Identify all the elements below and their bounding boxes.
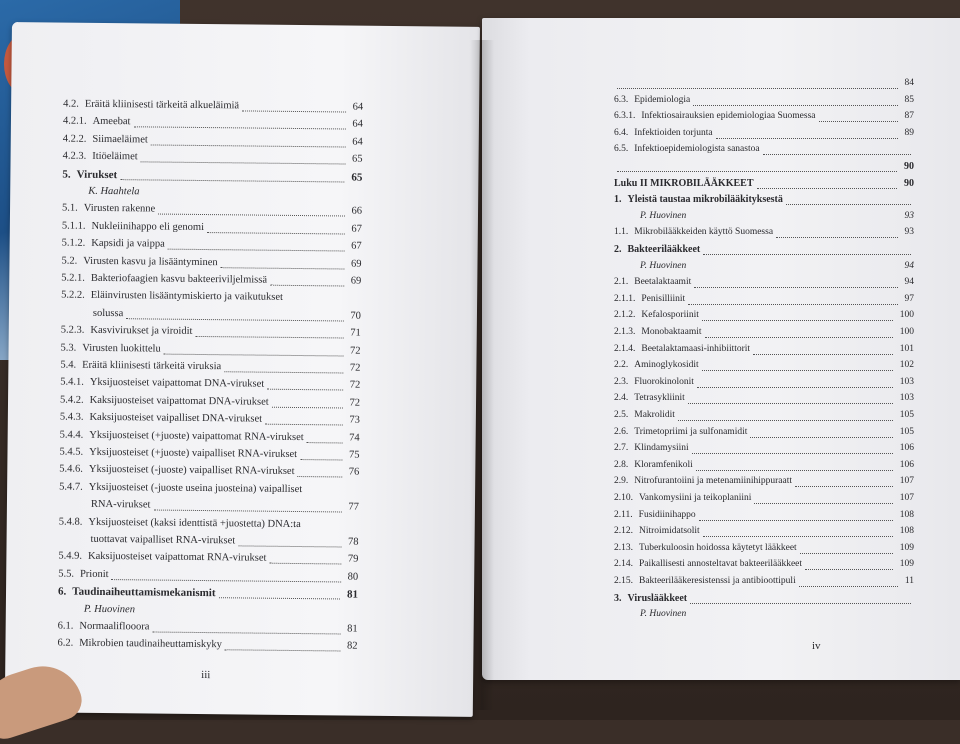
toc-entry	[58, 586, 358, 603]
toc-number: 2.1.2.	[614, 310, 636, 321]
toc-leader-dots	[153, 509, 341, 513]
toc-leader-dots	[799, 585, 898, 587]
toc-entry	[62, 238, 362, 255]
toc-number: 5.2.	[61, 255, 78, 267]
toc-leader-dots	[795, 485, 893, 487]
toc-leader-dots	[168, 248, 344, 252]
toc-leader-dots	[617, 87, 898, 89]
toc-number: 5.3.	[60, 342, 77, 354]
toc-leader-dots	[269, 562, 340, 565]
toc-title: Kaksijuosteiset vaipattomat RNA-virukset	[87, 551, 267, 565]
toc-leader-dots	[265, 423, 342, 426]
toc-page-number: 100	[899, 310, 914, 321]
toc-title: Yksijuosteiset (+juoste) vaipalliset RNA-virukset	[89, 446, 298, 461]
toc-number: 5.5.	[58, 568, 75, 580]
toc-title: Fluorokinolonit	[634, 376, 694, 387]
toc-number: 2.1.4.	[614, 343, 636, 354]
toc-title: Nukleiinihappo eli genomi	[91, 220, 205, 233]
toc-leader-dots	[703, 253, 911, 255]
toc-entry	[614, 576, 914, 590]
toc-leader-dots	[697, 386, 893, 388]
toc-page-number: 64	[352, 136, 363, 148]
toc-title: Eläinvirusten lisääntymiskierto ja vaikutukset	[90, 290, 283, 304]
toc-leader-dots	[151, 143, 345, 147]
toc-title: Yksijuosteiset vaipattomat DNA-virukset	[89, 377, 265, 391]
toc-page-number: 65	[351, 171, 363, 184]
toc-author	[640, 609, 914, 623]
toc-leader-dots	[754, 502, 892, 504]
toc-number: 2.2.	[614, 360, 629, 371]
toc-page-number: 100	[899, 327, 914, 337]
toc-title: Infektioiden torjunta	[634, 127, 713, 138]
toc-page-number: 103	[899, 376, 914, 387]
toc-entry	[614, 178, 914, 192]
toc-title: Luku II MIKROBILÄÄKKEET	[614, 177, 754, 189]
toc-leader-dots	[702, 319, 893, 321]
right-page	[482, 18, 960, 680]
toc-leader-dots	[207, 231, 344, 234]
toc-number: 5.1.	[61, 202, 78, 215]
toc-number: 2.1.3.	[614, 327, 636, 337]
toc-page-number: 102	[899, 360, 914, 371]
toc-entry	[63, 133, 363, 150]
toc-number: 2.3.	[614, 376, 629, 387]
toc-entry	[90, 534, 358, 551]
toc-page-number: 109	[899, 542, 914, 553]
toc-number: 2.5.	[614, 410, 629, 420]
toc-leader-dots	[750, 436, 892, 438]
toc-entry	[61, 325, 361, 342]
toc-page-number: 72	[349, 397, 361, 409]
toc-leader-dots	[112, 578, 341, 582]
toc-entry	[59, 516, 359, 533]
toc-number: 5.4.6.	[59, 463, 83, 476]
toc-page-number: 101	[899, 343, 914, 354]
toc-number: 2.8.	[614, 459, 629, 470]
toc-number: 5.2.3.	[60, 324, 85, 336]
toc-number: 5.4.5.	[59, 446, 84, 458]
toc-number: 5.4.	[60, 359, 77, 371]
toc-entry	[614, 460, 914, 474]
toc-leader-dots	[753, 353, 893, 355]
toc-leader-dots	[703, 535, 893, 537]
toc-title: Yksijuosteiset (-juoste useina juosteina) vaipalliset	[88, 481, 303, 495]
toc-title: Trimetopriimi ja sulfonamidit	[634, 426, 748, 437]
toc-leader-dots	[819, 120, 898, 122]
toc-number: 2.4.	[614, 393, 629, 404]
toc-leader-dots	[120, 178, 344, 182]
toc-number: 5.2.1.	[61, 272, 86, 284]
toc-entry	[614, 443, 914, 457]
toc-leader-dots	[221, 266, 344, 269]
toc-title: Kaksijuosteiset vaipalliset DNA-virukset	[89, 412, 263, 425]
toc-number: 6.4.	[614, 127, 629, 138]
toc-entry	[614, 559, 914, 573]
toc-title: Bakteerilääkkeet	[627, 244, 701, 255]
toc-title: Ameebat	[92, 116, 131, 128]
toc-page-number: 108	[899, 509, 914, 520]
toc-number: 5.4.4.	[59, 429, 84, 441]
right-page-number: iv	[812, 640, 821, 652]
toc-number: 2.1.1.	[614, 293, 636, 304]
toc-leader-dots	[692, 452, 893, 454]
toc-leader-dots	[158, 213, 344, 217]
toc-entry	[93, 308, 361, 325]
toc-entry	[614, 493, 914, 507]
toc-entry	[91, 499, 359, 516]
toc-title: Virusten rakenne	[83, 203, 156, 215]
toc-leader-dots	[272, 406, 343, 409]
toc-entry	[614, 310, 914, 324]
toc-entry	[614, 144, 914, 158]
toc-page-number: 74	[349, 432, 360, 444]
toc-title: Vankomysiini ja teikoplaniini	[639, 493, 752, 503]
toc-entry	[614, 344, 914, 358]
toc-title: Infektiosairauksien epidemiologiaa Suomessa	[641, 111, 816, 122]
toc-title: tuottavat vaipalliset RNA-virukset	[90, 533, 236, 547]
toc-leader-dots	[786, 203, 911, 205]
toc-entry	[614, 244, 914, 258]
toc-number: 2.9.	[614, 476, 629, 487]
toc-leader-dots	[297, 475, 341, 477]
toc-leader-dots	[805, 568, 893, 570]
toc-leader-dots	[195, 335, 343, 339]
toc-entry	[614, 593, 914, 607]
toc-page-number: 108	[899, 526, 914, 537]
toc-entry	[61, 273, 361, 290]
toc-page-number: 72	[349, 379, 361, 392]
toc-leader-dots	[776, 236, 897, 238]
toc-page-number: 84	[904, 78, 914, 88]
toc-page-number: 65	[352, 153, 363, 165]
toc-title: Fusidiinihappo	[638, 509, 696, 520]
toc-title: Mikrobilääkkeiden käyttö Suomessa	[634, 227, 774, 238]
toc-leader-dots	[164, 352, 343, 356]
toc-page-number: 94	[904, 277, 914, 288]
toc-title: Paikallisesti annosteltavat bakteerilääkkeet	[639, 559, 803, 570]
toc-number: 5.4.8.	[58, 516, 83, 528]
toc-page-number: 89	[904, 127, 914, 138]
toc-leader-dots	[693, 104, 897, 106]
toc-page-number: 90	[904, 161, 914, 172]
toc-leader-dots	[800, 552, 893, 554]
toc-entry	[61, 255, 361, 272]
toc-entry	[61, 290, 361, 307]
toc-entry	[60, 412, 360, 429]
toc-number: 6.1.	[57, 620, 74, 632]
toc-number: 4.2.1.	[62, 115, 87, 128]
toc-number: 2.7.	[614, 443, 629, 454]
toc-page-number: 75	[348, 449, 360, 461]
toc-number: 4.2.	[63, 98, 79, 110]
toc-entry	[59, 481, 359, 498]
toc-leader-dots	[763, 153, 911, 155]
toc-page-number: 72	[350, 345, 361, 357]
toc-title: Klindamysiini	[634, 443, 689, 454]
toc-title: Monobaktaamit	[641, 327, 702, 337]
toc-entry	[614, 227, 914, 241]
toc-entry	[63, 116, 363, 133]
toc-page-number: 78	[348, 536, 359, 548]
toc-title: Mikrobien taudinaiheuttamiskyky	[79, 638, 222, 651]
toc-page-number: 90	[904, 177, 914, 189]
toc-title: Yksijuosteiset (kaksi identtistä +juostetta) DNA:ta	[88, 516, 301, 530]
toc-page-number: 105	[899, 410, 914, 420]
toc-entry	[614, 410, 914, 424]
toc-page-number: 71	[350, 327, 361, 339]
toc-entry	[614, 78, 914, 92]
toc-entry	[60, 377, 360, 394]
toc-entry	[62, 220, 362, 237]
toc-page-number: 81	[346, 588, 359, 601]
toc-entry	[614, 294, 914, 308]
toc-title: P. Huovinen	[640, 260, 687, 271]
toc-number: 4.2.2.	[62, 133, 87, 145]
toc-title: Eräitä kliinisesti tärkeitä viruksia	[82, 359, 222, 373]
toc-title: Normaaliflooora	[79, 620, 150, 633]
toc-number: 2.11.	[614, 509, 633, 520]
toc-leader-dots	[705, 336, 893, 338]
toc-number: 2.	[614, 244, 622, 255]
toc-number: 5.4.7.	[59, 481, 83, 493]
toc-entry	[63, 99, 363, 116]
toc-leader-dots	[757, 187, 898, 189]
toc-number: 3.	[614, 592, 622, 604]
toc-leader-dots	[126, 317, 343, 321]
toc-number: 5.4.2.	[59, 394, 84, 406]
toc-entry	[58, 551, 358, 568]
toc-number: 4.2.3.	[62, 150, 87, 162]
toc-entry	[614, 427, 914, 441]
toc-title: Eräitä kliinisesti tärkeitä alkueläimiä	[84, 98, 240, 112]
toc-leader-dots	[688, 402, 893, 404]
toc-page-number: 64	[352, 101, 364, 113]
toc-number: 6.3.1.	[614, 111, 636, 122]
toc-leader-dots	[225, 649, 340, 652]
toc-page-number: 64	[352, 118, 364, 131]
toc-leader-dots	[716, 137, 898, 139]
toc-page-number: 79	[347, 553, 359, 566]
toc-page-number: 94	[904, 260, 914, 271]
toc-leader-dots	[617, 170, 897, 172]
left-page	[5, 22, 480, 717]
toc-number: 1.	[614, 194, 622, 206]
toc-leader-dots	[267, 388, 343, 391]
toc-title: Nitroimidatsolit	[639, 526, 700, 537]
toc-page-number: 97	[904, 293, 914, 304]
toc-title: Bakteriofaagien kasvu bakteeriviljelmissä	[90, 272, 268, 286]
toc-title: P. Huovinen	[640, 609, 687, 620]
toc-number: 5.	[62, 168, 71, 181]
left-page-number: iii	[201, 669, 211, 682]
toc-page-number: 82	[346, 640, 358, 653]
toc-entry	[59, 464, 359, 481]
toc-leader-dots	[699, 519, 893, 521]
toc-title: Tuberkuloosin hoidossa käytetyt lääkkeet	[639, 542, 797, 553]
toc-number: 6.2.	[57, 637, 74, 650]
toc-page-number: 67	[351, 223, 362, 235]
toc-page-number: 106	[899, 443, 914, 454]
toc-number: 5.1.2.	[61, 237, 86, 249]
toc-title: Beetalaktaamit	[634, 277, 692, 288]
toc-page-number: 67	[351, 240, 362, 252]
toc-entry	[62, 168, 362, 185]
toc-page-number: 107	[899, 493, 914, 503]
toc-page-number: 69	[350, 275, 362, 287]
toc-page-number: 103	[899, 393, 914, 404]
toc-entry	[614, 510, 914, 524]
toc-number: 6.3.	[614, 94, 629, 105]
toc-entry	[61, 342, 361, 359]
toc-entry	[614, 161, 914, 175]
toc-entry	[60, 429, 360, 446]
toc-page-number: 77	[348, 501, 359, 513]
toc-leader-dots	[300, 458, 342, 460]
toc-title: Taudinaiheuttamismekanismit	[72, 585, 216, 600]
toc-entry	[60, 394, 360, 411]
toc-entry	[614, 393, 914, 407]
toc-page-number: 80	[347, 571, 359, 583]
toc-entry	[58, 621, 358, 638]
toc-leader-dots	[690, 602, 911, 604]
toc-title: Makrolidit	[634, 410, 675, 420]
toc-entry	[63, 151, 363, 168]
toc-leader-dots	[678, 419, 893, 421]
toc-leader-dots	[702, 369, 893, 371]
toc-page-number: 106	[899, 459, 914, 470]
toc-title: Virusten kasvu ja lisääntyminen	[83, 255, 218, 268]
toc-title: Yksijuosteiset (-juoste) vaipalliset RNA-virukset	[88, 464, 295, 478]
toc-title: Virusten luokittelu	[82, 342, 161, 355]
toc-entry	[614, 476, 914, 490]
toc-title: Viruslääkkeet	[627, 592, 688, 604]
toc-author	[640, 211, 914, 225]
book-gutter	[470, 40, 494, 710]
toc-page-number: 66	[351, 205, 363, 218]
toc-author	[640, 261, 914, 275]
toc-number: 6.5.	[614, 144, 629, 155]
toc-entry	[57, 638, 357, 655]
toc-page-number: 107	[899, 476, 914, 487]
toc-leader-dots	[696, 469, 893, 471]
toc-title: Tetrasykliinit	[634, 393, 685, 404]
toc-number: 2.1.	[614, 277, 629, 288]
toc-title: K. Haahtela	[88, 185, 140, 198]
toc-title: Kapsidi ja vaippa	[91, 238, 165, 250]
toc-number: 5.4.9.	[58, 550, 83, 563]
toc-number: 5.2.2.	[61, 289, 85, 302]
toc-title: Beetalaktamaasi-inhibiittorit	[641, 343, 751, 354]
toc-number: 5.4.3.	[59, 411, 84, 423]
toc-page-number: 93	[904, 227, 914, 238]
toc-leader-dots	[270, 284, 344, 287]
toc-number: 2.15.	[614, 576, 633, 586]
toc-page-number: 87	[904, 111, 914, 122]
toc-title: Siimaeläimet	[92, 133, 148, 146]
toc-number: 2.14.	[614, 559, 633, 570]
toc-title: Kasvivirukset ja viroidit	[90, 325, 193, 338]
toc-title: Itiöeläimet	[92, 151, 138, 163]
toc-entry	[614, 95, 914, 109]
toc-title: Bakteerilääkeresistenssi ja antibioottipuli	[639, 576, 796, 586]
toc-number: 1.1.	[614, 227, 629, 238]
toc-number: 2.10.	[614, 493, 633, 503]
toc-leader-dots	[218, 596, 340, 599]
toc-number: 2.6.	[614, 426, 629, 437]
toc-page-number: 11	[904, 576, 914, 586]
toc-entry	[614, 327, 914, 341]
toc-page-number: 81	[347, 623, 358, 635]
toc-title: Infektioepidemiologista sanastoa	[634, 144, 760, 155]
toc-number: 2.12.	[614, 526, 633, 537]
toc-page-number: 93	[904, 210, 914, 221]
toc-title: P. Huovinen	[83, 603, 136, 615]
toc-title: Aminoglykosidit	[634, 360, 699, 371]
toc-entry	[58, 568, 358, 585]
toc-leader-dots	[242, 109, 346, 112]
toc-title: Nitrofurantoiini ja metenamiinihippuraatt	[634, 476, 793, 487]
toc-page-number: 73	[349, 414, 360, 426]
toc-entry	[614, 194, 914, 208]
toc-entry	[614, 360, 914, 374]
toc-entry	[614, 377, 914, 391]
toc-page-number: 70	[350, 310, 361, 322]
toc-entry	[614, 111, 914, 125]
toc-entry	[614, 526, 914, 540]
toc-author	[88, 186, 362, 203]
toc-entry	[59, 447, 359, 464]
toc-title: Virukset	[76, 168, 118, 181]
toc-page-number: 76	[348, 466, 360, 479]
toc-author	[84, 603, 358, 620]
toc-leader-dots	[224, 370, 343, 373]
toc-title: Penisilliinit	[641, 293, 686, 304]
toc-title: Prionit	[79, 568, 109, 580]
toc-page-number: 105	[899, 426, 914, 437]
toc-entry	[60, 360, 360, 377]
toc-number: 5.4.1.	[60, 376, 84, 389]
toc-page-number: 69	[350, 258, 362, 270]
toc-title: Yleistä taustaa mikrobilääkityksestä	[627, 194, 783, 206]
toc-title: Kaksijuosteiset vaipattomat DNA-virukset	[89, 394, 269, 408]
toc-page-number: 109	[899, 559, 914, 570]
toc-entry	[614, 277, 914, 291]
toc-entry	[614, 128, 914, 142]
toc-leader-dots	[694, 286, 897, 288]
toc-title: Kloramfenikoli	[634, 459, 693, 470]
toc-leader-dots	[688, 303, 897, 305]
toc-leader-dots	[152, 631, 340, 635]
toc-page-number: 72	[349, 362, 361, 374]
toc-leader-dots	[238, 544, 341, 547]
toc-entry	[62, 203, 362, 220]
toc-title: Yksijuosteiset (+juoste) vaipattomat RNA-virukset	[89, 429, 304, 443]
toc-title: RNA-virukset	[90, 499, 151, 511]
toc-title: solussa	[92, 307, 124, 319]
toc-leader-dots	[307, 441, 342, 443]
toc-number: 5.1.1.	[61, 220, 86, 232]
toc-number: 2.13.	[614, 542, 633, 553]
toc-number: 6.	[57, 585, 67, 598]
toc-entry	[614, 543, 914, 557]
toc-leader-dots	[141, 161, 345, 165]
toc-title: P. Huovinen	[640, 210, 687, 221]
toc-leader-dots	[133, 126, 345, 130]
toc-title: Kefalosporiinit	[641, 310, 699, 321]
toc-page-number: 85	[904, 94, 914, 105]
toc-title: Epidemiologia	[634, 94, 691, 105]
